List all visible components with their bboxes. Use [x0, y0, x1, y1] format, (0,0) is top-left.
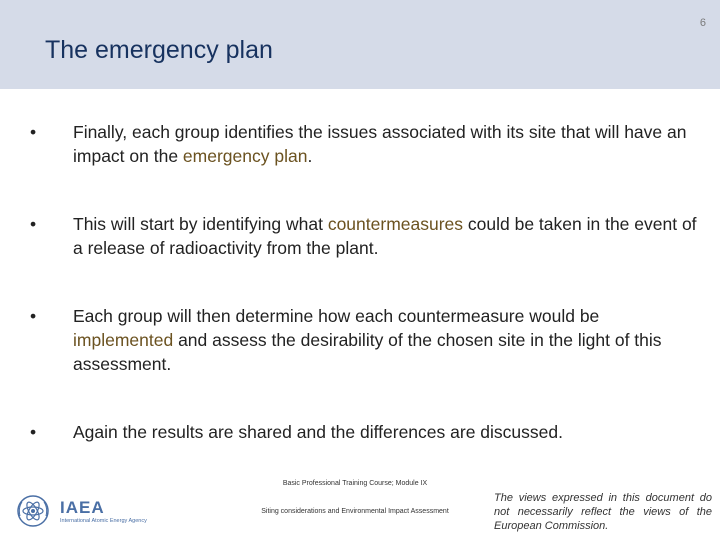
course-info: [240, 479, 470, 517]
bullet-text: Each group will then determine how each countermeasure would be implemented and assess the desirability of the chosen site in the light of this assessment.: [73, 306, 662, 374]
iaea-emblem-icon: [16, 494, 50, 528]
slide-title: The emergency plan: [45, 36, 273, 64]
bullet-marker: •: [30, 214, 37, 234]
highlight-term: implemented: [73, 330, 174, 350]
bullet-item: [30, 304, 700, 376]
bullet-item: [30, 120, 700, 168]
bullet-text: This will start by identifying what countermeasures could be taken in the event of a release of radioactivity from the plant.: [73, 214, 697, 258]
iaea-wordmark: IAEA: [60, 498, 105, 517]
bullet-text: Again the results are shared and the differences are discussed.: [73, 422, 563, 442]
highlight-term: emergency plan: [182, 146, 308, 166]
slide-number: 6: [699, 17, 706, 29]
course-line-2: Siting considerations and Environmental Impact Assessment: [261, 508, 449, 515]
bullet-marker: •: [30, 422, 37, 442]
highlight-term: countermeasures: [327, 214, 464, 234]
bullet-marker: •: [30, 306, 37, 326]
bullet-item: [30, 420, 700, 444]
course-line-1: Basic Professional Training Course; Module IX: [282, 480, 428, 487]
iaea-subtext: International Atomic Energy Agency: [60, 518, 147, 524]
bullet-marker: •: [30, 122, 37, 142]
bullet-text: Finally, each group identifies the issues associated with its site that will have an impact on the emergency plan.: [73, 122, 687, 166]
title-band: [0, 0, 720, 89]
disclaimer: The views expressed in this document do not necessarily reflect the views of the European Commission.: [494, 492, 712, 532]
iaea-logo: [16, 494, 176, 530]
bullet-item: [30, 212, 700, 260]
